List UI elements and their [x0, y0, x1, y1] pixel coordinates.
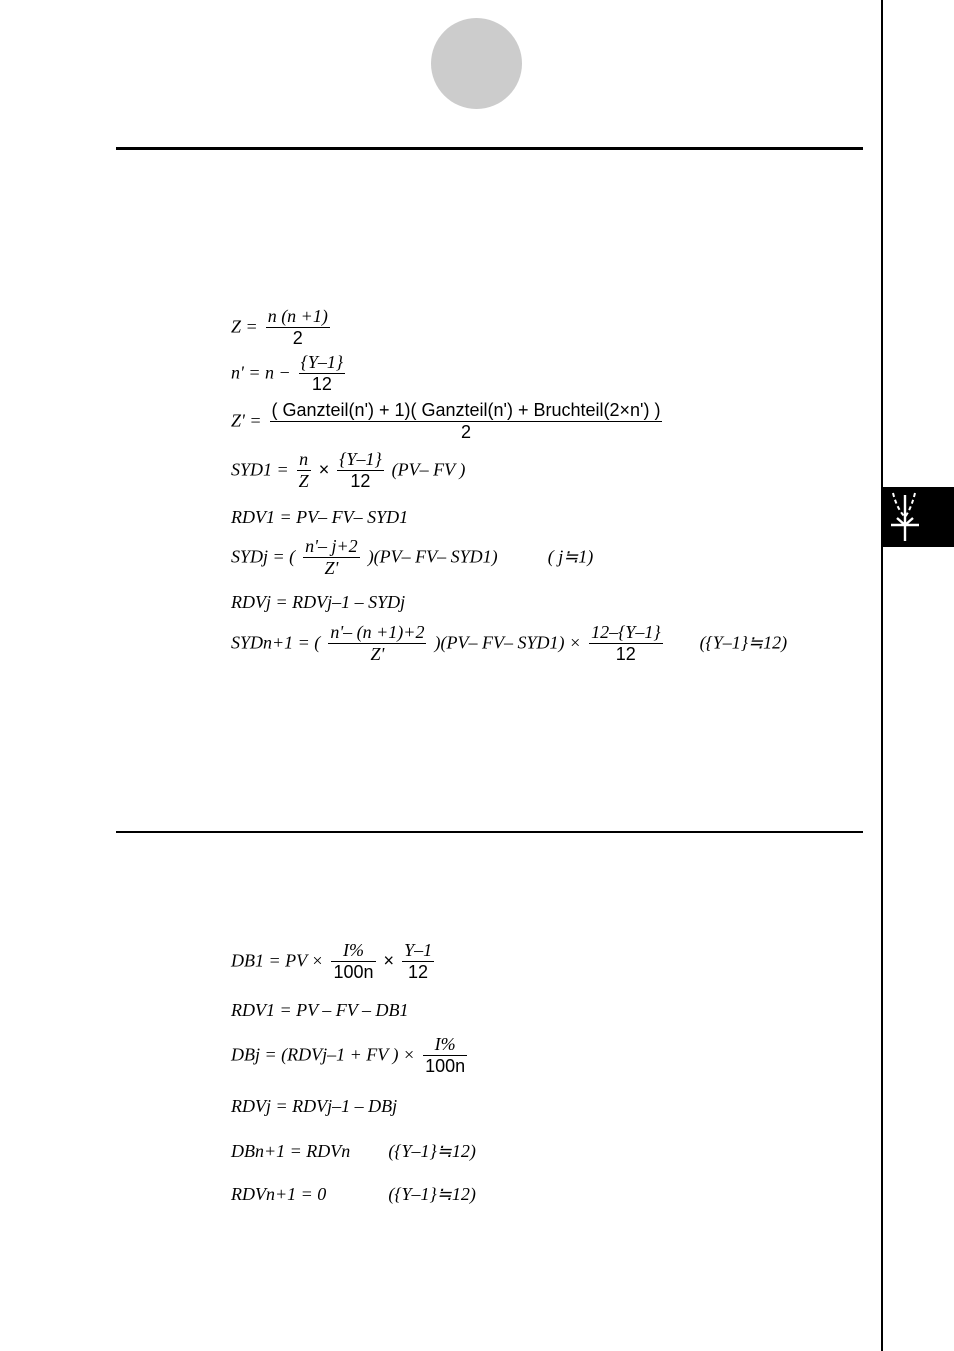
formula-sydn1-frac2-denominator: 12 — [615, 644, 636, 664]
formula-sydj-numerator: n'– j+2 — [305, 536, 358, 556]
formula-db1-lhs: DB1 = PV × — [231, 950, 324, 971]
formula-z-prime-denominator: 2 — [461, 422, 472, 442]
formula-rdvn1-expr: RDVn+1 = 0 — [231, 1184, 327, 1204]
formula-dbn1-expr: DBn+1 = RDVn — [231, 1141, 351, 1161]
formula-rdv1: RDV1 = PV– FV– SYD1 — [231, 507, 409, 527]
formula-db-rdvj: RDVj = RDVj–1 – DBj — [231, 1096, 398, 1116]
section-rule-middle — [116, 831, 863, 833]
formula-sydj-denominator: Z' — [324, 558, 339, 578]
formula-syd1-frac1-denominator: Z — [298, 471, 309, 491]
formula-syd1-frac1-numerator: n — [297, 449, 311, 471]
formula-rdvj: RDVj = RDVj–1 – SYDj — [231, 592, 406, 612]
page-number-marker — [431, 18, 522, 109]
formula-sydn1-condition: ({Y–1}≒12) — [699, 632, 788, 653]
formula-n-prime-denominator: 12 — [311, 374, 332, 394]
formula-z-numerator: n (n +1) — [267, 306, 328, 326]
formula-db1-frac2-numerator: Y–1 — [404, 940, 433, 960]
formula-n-prime-numerator: {Y–1} — [300, 352, 344, 372]
formula-db1-frac2-denominator: 12 — [408, 962, 429, 982]
depreciation-chapter-icon — [883, 487, 954, 547]
formula-sydj-lhs: SYDj = ( — [231, 546, 296, 567]
formula-sydn1-frac1-numerator: n'– (n +1)+2 — [330, 622, 425, 642]
formula-sydn1-middle: )(PV– FV– SYD1) × — [434, 632, 582, 653]
formula-dbj-denominator: 100n — [425, 1056, 466, 1076]
formula-dbj — [231, 1034, 470, 1077]
formula-rdvn1-condition: ({Y–1}≒12) — [388, 1184, 476, 1204]
formula-dbj-lhs: DBj = (RDVj–1 + FV ) × — [231, 1044, 416, 1065]
formula-dbn1 — [231, 1141, 476, 1161]
formula-sydn1 — [231, 622, 787, 665]
section-rule-top — [116, 147, 863, 150]
formula-z-prime-lhs: Z' = — [231, 410, 262, 431]
formula-sydj-tail: )(PV– FV– SYD1) — [367, 546, 498, 567]
formula-syd1-times: × — [318, 459, 330, 480]
formula-syd1 — [231, 449, 465, 492]
page-margin-rule — [881, 0, 883, 1351]
formula-dbj-numerator: I% — [423, 1034, 467, 1056]
formula-z-prime — [231, 400, 665, 443]
formula-syd1-frac2-denominator: 12 — [350, 471, 371, 491]
formula-z-lhs: Z = — [231, 316, 258, 337]
formula-syd1-tail: (PV– FV ) — [391, 459, 466, 480]
formula-sydn1-frac1-denominator: Z' — [370, 644, 385, 664]
formula-rdvn1 — [231, 1184, 476, 1204]
formula-dbn1-condition: ({Y–1}≒12) — [388, 1141, 476, 1161]
formula-sydj — [231, 536, 593, 579]
formula-db1-frac1-numerator: I% — [331, 940, 375, 962]
formula-z — [231, 306, 333, 349]
formula-sydj-condition: ( j≒1) — [547, 546, 594, 567]
formula-db1 — [231, 940, 437, 983]
formula-sydn1-frac2-numerator: 12–{Y–1} — [591, 622, 661, 642]
formula-sydn1-lhs: SYDn+1 = ( — [231, 632, 321, 653]
formula-n-prime — [231, 352, 348, 395]
formula-syd1-lhs: SYD1 = — [231, 459, 289, 480]
formula-db1-frac1-denominator: 100n — [333, 962, 374, 982]
formula-z-denominator: 2 — [292, 328, 303, 348]
formula-db-rdv1: RDV1 = PV – FV – DB1 — [231, 1000, 409, 1020]
formula-n-prime-lhs: n' = n − — [231, 362, 291, 383]
formula-z-prime-numerator: ( Ganzteil(n') + 1)( Ganzteil(n') + Bruchteil(2×n') ) — [271, 400, 661, 420]
formula-syd1-frac2-numerator: {Y–1} — [339, 449, 382, 469]
chapter-tab — [883, 487, 954, 547]
formula-db1-times: × — [383, 950, 395, 971]
